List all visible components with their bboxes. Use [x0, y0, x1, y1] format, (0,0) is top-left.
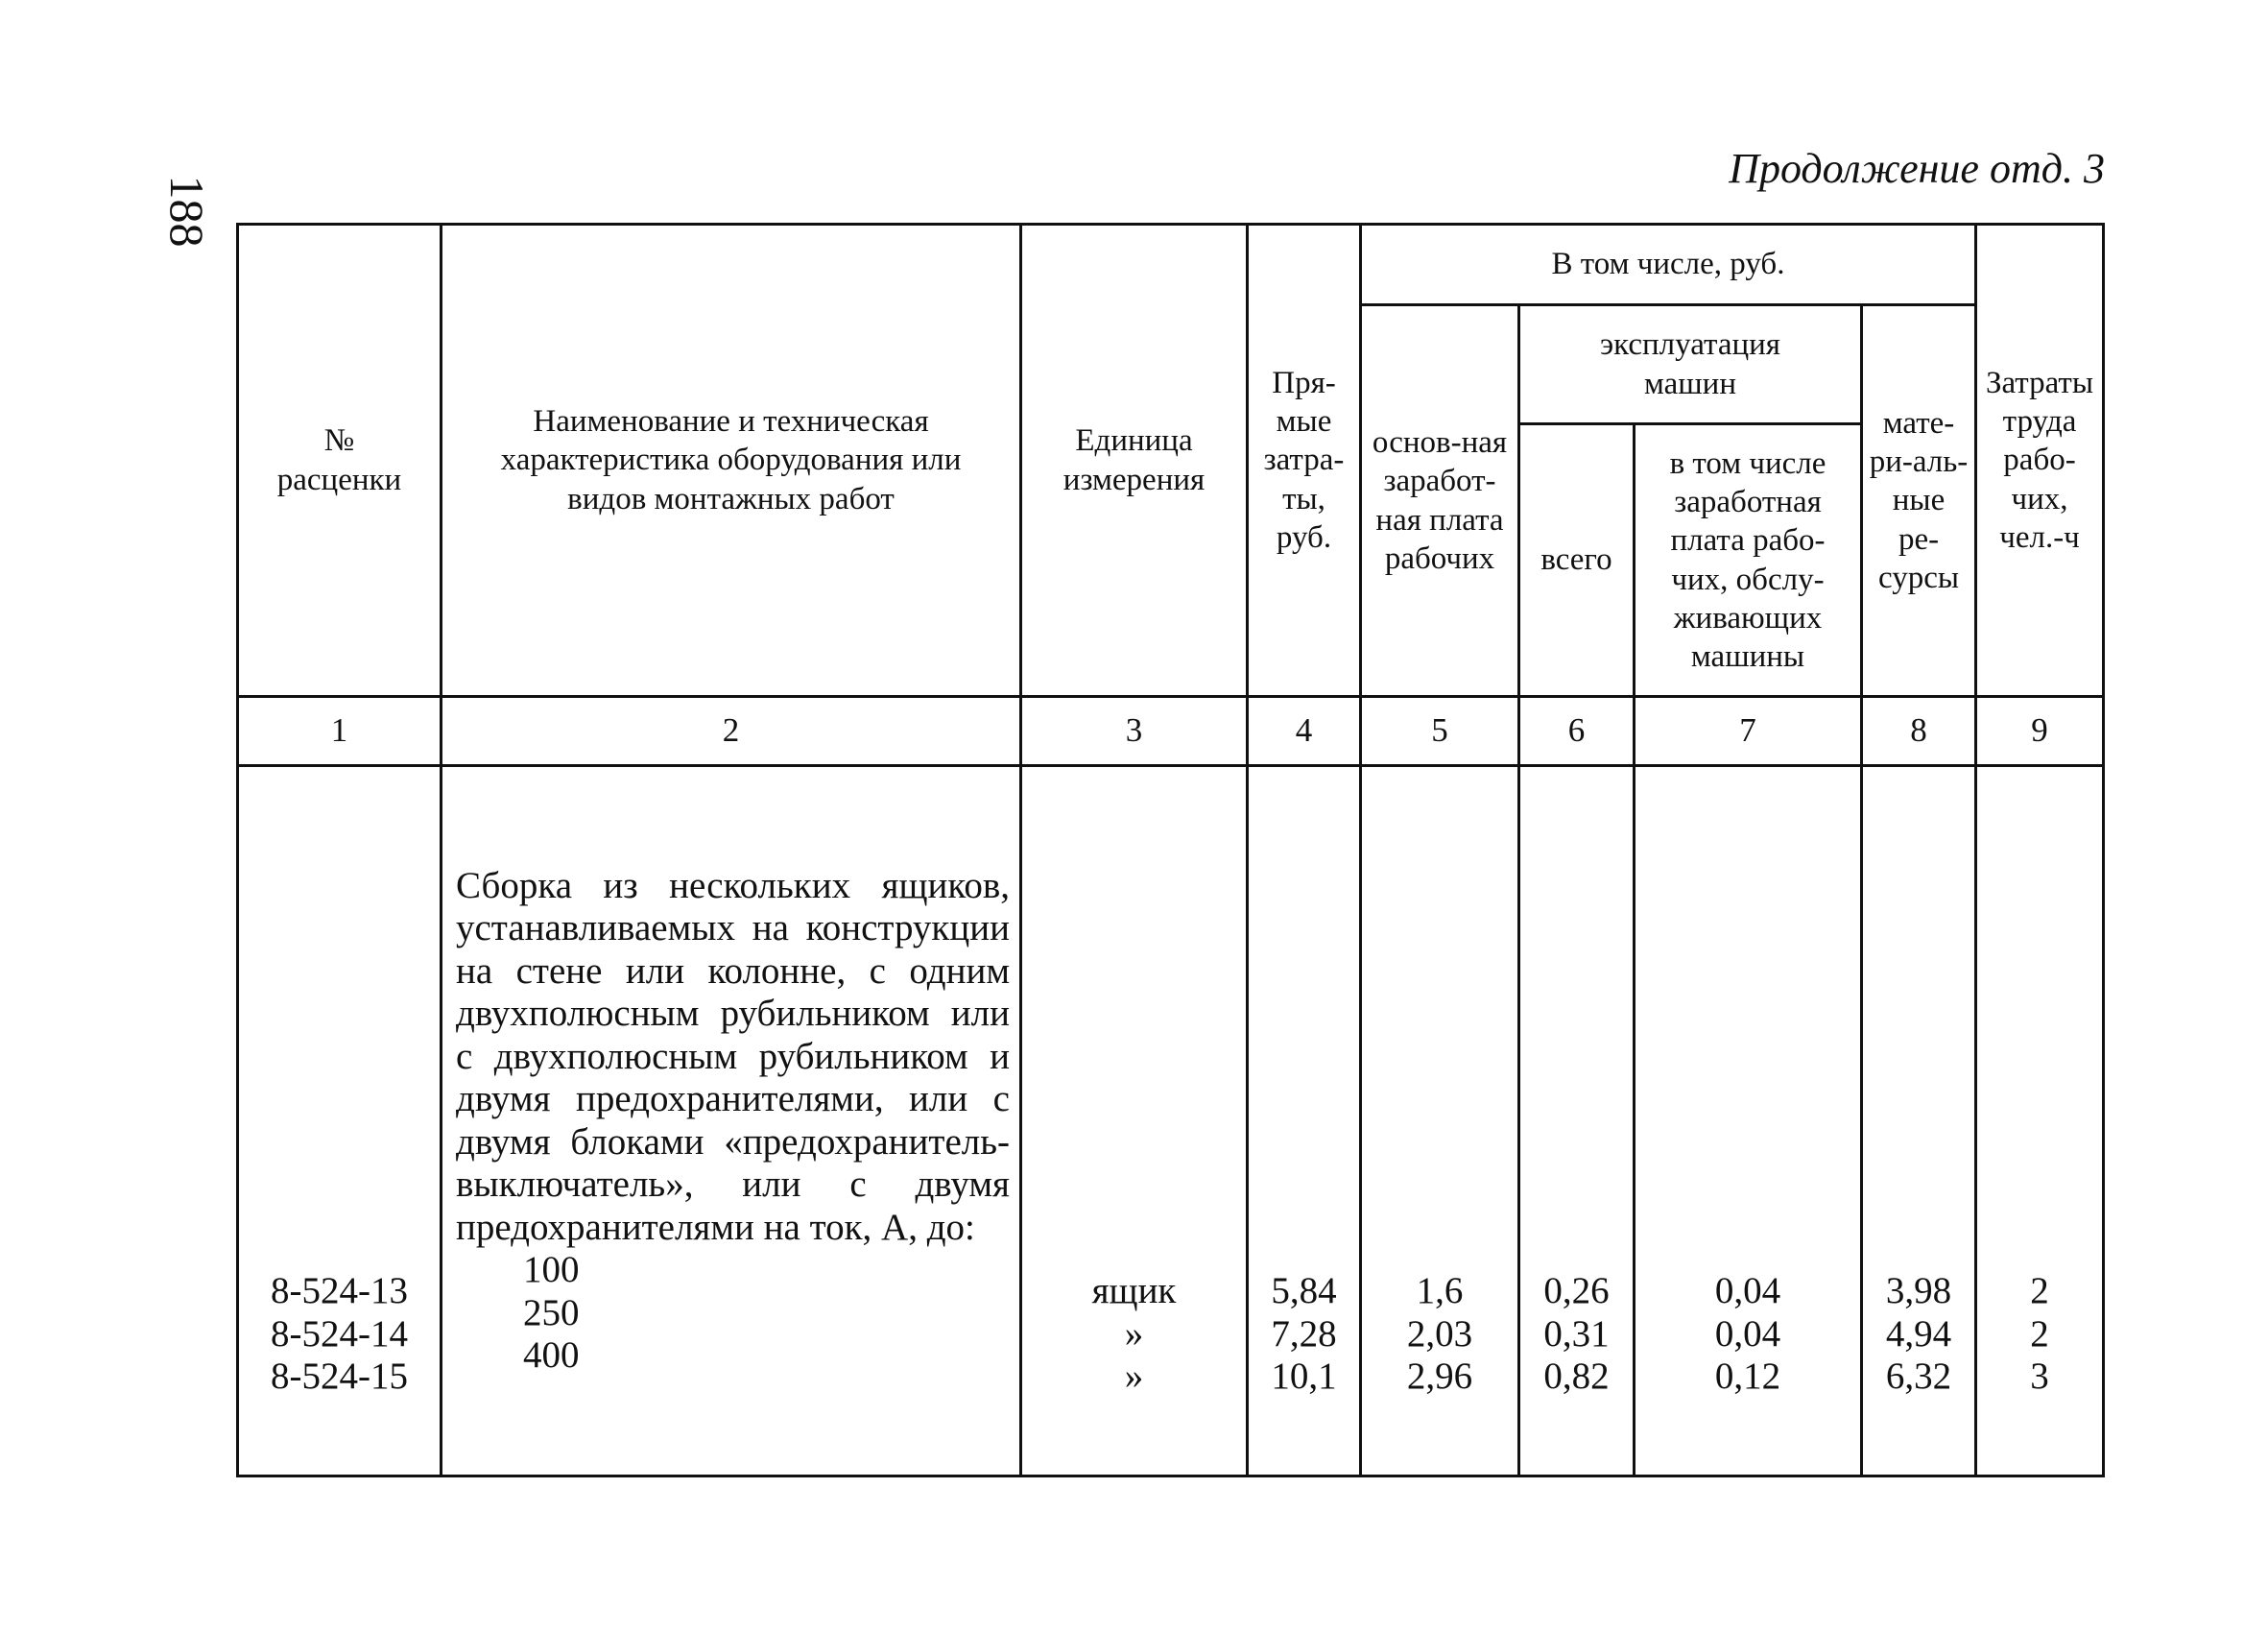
rate-code: 8-524-15: [271, 1356, 408, 1398]
column-number: 6: [1519, 697, 1635, 766]
labor-value: 2: [2030, 1270, 2049, 1312]
header-unit: Единица измерения: [1021, 225, 1248, 697]
header-machine-operation: эксплуатация машин: [1519, 305, 1862, 424]
machines-total-value: 0,82: [1543, 1356, 1610, 1398]
column-number: 3: [1021, 697, 1248, 766]
column-number: 1: [238, 697, 442, 766]
header-machines-total: всего: [1519, 424, 1635, 697]
header-labor-costs: Затраты труда рабо-чих, чел.-ч: [1976, 225, 2104, 697]
table-body-row: [238, 766, 2104, 1476]
unit-value: »: [1124, 1312, 1144, 1355]
labor-cell: [1976, 766, 2104, 1476]
current-value: 250: [523, 1291, 580, 1333]
rate-code: 8-524-13: [271, 1270, 408, 1312]
column-number: 2: [442, 697, 1021, 766]
materials-value: 3,98: [1885, 1270, 1952, 1312]
materials-cell: [1862, 766, 1976, 1476]
machines-total-value: 0,26: [1543, 1270, 1610, 1312]
direct-cost-value: 7,28: [1271, 1312, 1337, 1355]
header-including-group: В том числе, руб.: [1361, 225, 1976, 305]
header-materials: мате-ри-аль-ные ре-сурсы: [1862, 305, 1976, 697]
direct-cost-value: 5,84: [1271, 1270, 1337, 1312]
rate-code: 8-524-14: [271, 1312, 408, 1355]
rate-codes-cell: [238, 766, 442, 1476]
column-number: 8: [1862, 697, 1976, 766]
direct-costs-cell: [1248, 766, 1361, 1476]
column-numbers-row: [238, 697, 2104, 766]
continuation-caption: Продолжение отд. 3: [1729, 145, 2105, 192]
current-value: 100: [523, 1249, 580, 1290]
wages-value: 2,03: [1406, 1312, 1473, 1355]
unit-value: »: [1124, 1356, 1144, 1398]
labor-value: 2: [2030, 1312, 2049, 1355]
work-description: Сборка из нескольких ящиков, устанавливаемых на конструкции на стене или колонне, с одним двухполюсным рубильником или с двухполюсным рубильником и двумя предохранителями, или с двумя блоками «предохранитель-выключатель», или с двумя предохранителями на ток, А, до:: [456, 864, 1010, 1248]
page-number: 188: [160, 175, 214, 248]
header-rate-number: № расценки: [238, 225, 442, 697]
header-row-1: [238, 225, 2104, 305]
unit-value: ящик: [1091, 1270, 1177, 1312]
machines-total-cell: [1519, 766, 1635, 1476]
current-value: 400: [523, 1334, 580, 1376]
header-machines-wages: в том числе заработная плата рабо-чих, обслу-живающих машины: [1635, 424, 1862, 697]
labor-value: 3: [2030, 1356, 2049, 1398]
column-number: 9: [1976, 697, 2104, 766]
machines-wages-value: 0,04: [1714, 1270, 1781, 1312]
materials-value: 4,94: [1885, 1312, 1952, 1355]
header-direct-costs: Пря-мые затра-ты, руб.: [1248, 225, 1361, 697]
description-cell: [442, 766, 1021, 1476]
materials-value: 6,32: [1885, 1356, 1952, 1398]
wages-value: 1,6: [1416, 1270, 1464, 1312]
rates-table: [236, 223, 2105, 1477]
units-cell: [1021, 766, 1248, 1476]
header-base-wages: основ-ная заработ-ная плата рабочих: [1361, 305, 1519, 697]
machines-wages-value: 0,04: [1714, 1312, 1781, 1355]
machines-total-value: 0,31: [1543, 1312, 1610, 1355]
header-description: Наименование и техническая характеристика оборудования или видов монтажных работ: [442, 225, 1021, 697]
column-number: 4: [1248, 697, 1361, 766]
wages-cell: [1361, 766, 1519, 1476]
column-number: 7: [1635, 697, 1862, 766]
wages-value: 2,96: [1406, 1356, 1473, 1398]
column-number: 5: [1361, 697, 1519, 766]
direct-cost-value: 10,1: [1271, 1356, 1337, 1398]
machines-wages-cell: [1635, 766, 1862, 1476]
machines-wages-value: 0,12: [1714, 1356, 1781, 1398]
